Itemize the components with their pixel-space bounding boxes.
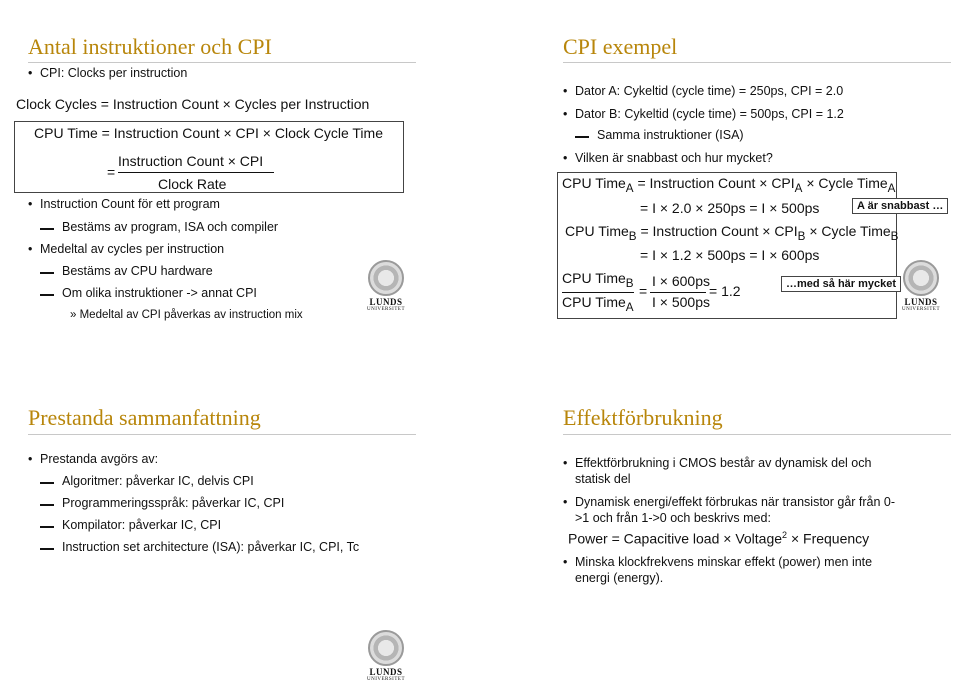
ratio-denominator: CPU Time$_A$ [562, 294, 634, 314]
equation-cpu-time-a-value: = I × 2.0 × 250ps = I × 500ps [640, 200, 820, 216]
list-item: Bestäms av CPU hardware [62, 264, 213, 278]
ratio-result: = 1.2 [709, 283, 741, 299]
slide-title: Antal instruktioner och CPI [28, 34, 272, 59]
equation-cpu-time-b-value: = I × 1.2 × 500ps = I × 600ps [640, 247, 820, 263]
lund-university-logo: LUNDS UNIVERSITET [364, 260, 408, 312]
list-item: • Instruction Count för ett program [40, 197, 220, 212]
title-rule [563, 62, 951, 63]
list-item: • Vilken är snabbast och hur mycket? [575, 151, 773, 166]
slide-title: Effektförbrukning [563, 405, 723, 430]
list-item: • Dator B: Cykeltid (cycle time) = 500ps, CPI = 1.2 [575, 107, 844, 122]
list-item: Instruction set architecture (ISA): påverkar IC, CPI, Tc [62, 540, 360, 554]
list-item: Algoritmer: påverkar IC, delvis CPI [62, 474, 254, 488]
list-item: • Minska klockfrekvens minskar effekt (power) men inte [575, 555, 872, 570]
list-item: • Effektförbrukning i CMOS består av dynamisk del och [575, 456, 871, 471]
ratio-numerator-value: I × 600ps [652, 273, 710, 289]
fraction-line [118, 172, 274, 173]
annotation-a-fastest: A är snabbast … [852, 198, 948, 214]
equation-power: Power = Capacitive load × Voltage$^2$ × Frequency [568, 530, 870, 547]
ratio-denominator-value: I × 500ps [652, 294, 710, 310]
slide-title: CPI exempel [563, 34, 678, 59]
fraction-denominator: Clock Rate [158, 176, 227, 192]
ratio-line [562, 292, 634, 293]
list-item-continuation: statisk del [575, 472, 631, 486]
list-item: Bestäms av program, ISA och compiler [62, 220, 279, 234]
list-item: • Dator A: Cykeltid (cycle time) = 250ps, CPI = 2.0 [575, 84, 843, 99]
title-rule [28, 62, 416, 63]
slide-title: Prestanda sammanfattning [28, 405, 261, 430]
lund-university-logo: LUNDS UNIVERSITET [364, 630, 408, 682]
list-item: Om olika instruktioner -> annat CPI [62, 286, 257, 300]
annotation-how-much: …med så här mycket [781, 276, 901, 292]
list-item: Kompilator: påverkar IC, CPI [62, 518, 222, 532]
equation-cpu-time: CPU Time = Instruction Count × CPI × Clock Cycle Time [34, 125, 383, 141]
list-item: » Medeltal av CPI påverkas av instruction mix [70, 309, 303, 321]
list-item: • Dynamisk energi/effekt förbrukas när transistor går från 0- [575, 495, 895, 510]
list-item: Samma instruktioner (ISA) [597, 128, 744, 142]
equation-cpu-time-a: CPU Time$_A$ = Instruction Count × $CPI_A$ × Cycle Time$_A$ [562, 175, 896, 195]
list-item: Programmeringsspråk: påverkar IC, CPI [62, 496, 285, 510]
list-item: • Prestanda avgörs av: [40, 452, 158, 467]
equation-clock-cycles: Clock Cycles = Instruction Count × Cycles per Instruction [16, 96, 370, 112]
title-rule [563, 434, 951, 435]
title-rule [28, 434, 416, 435]
ratio-numerator: CPU Time$_B$ [562, 270, 634, 290]
list-item-continuation: >1 och från 1->0 och beskrivs med: [575, 511, 771, 525]
list-item: • Medeltal av cycles per instruction [40, 242, 224, 257]
list-item-continuation: energi (energy). [575, 571, 664, 585]
lund-university-logo: LUNDS UNIVERSITET [899, 260, 943, 312]
equation-cpu-time-b: CPU Time$_B$ = Instruction Count × $CPI_B$ × Cycle Time$_B$ [565, 223, 899, 243]
bullet-text: • CPI: Clocks per instruction [40, 66, 187, 81]
fraction-numerator: Instruction Count × CPI [118, 153, 264, 169]
